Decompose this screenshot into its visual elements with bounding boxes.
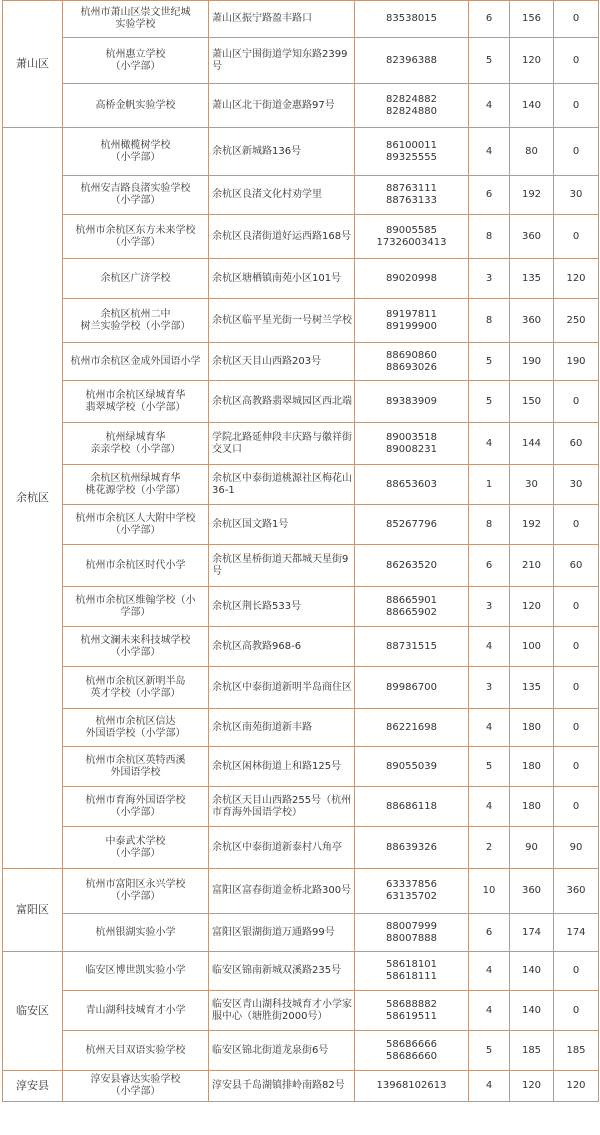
- student-count: 192: [510, 176, 554, 215]
- student-count: 90: [510, 827, 554, 869]
- table-row: [3, 991, 599, 1031]
- school-address: 余杭区高教路翡翠城园区西北端: [209, 381, 355, 423]
- class-count: 4: [469, 952, 510, 991]
- school-address: 余杭区临平星光街一号树兰学校: [209, 299, 355, 343]
- extra-count: 174: [554, 914, 599, 952]
- school-address: 余杭区南苑街道新丰路: [209, 709, 355, 747]
- class-count: 5: [469, 747, 510, 787]
- student-count: 180: [510, 747, 554, 787]
- table-row: [3, 259, 599, 299]
- student-count: 135: [510, 259, 554, 299]
- student-count: 30: [510, 465, 554, 505]
- school-name: 高桥金帆实验学校: [63, 84, 209, 128]
- school-name: 杭州市余杭区维翰学校（小 学部）: [63, 587, 209, 627]
- extra-count: 0: [554, 381, 599, 423]
- school-address: 余杭区中泰街道新泰村八角亭: [209, 827, 355, 869]
- school-address: 余杭区中泰街道新明半岛商住区: [209, 667, 355, 709]
- phone-number: 86263520: [355, 545, 469, 587]
- table-row: [3, 176, 599, 215]
- phone-number: 58618101 58618111: [355, 952, 469, 991]
- school-address: 临安区锦南新城双溪路235号: [209, 952, 355, 991]
- table-row: [3, 84, 599, 128]
- phone-number: 89197811 89199900: [355, 299, 469, 343]
- student-count: 80: [510, 128, 554, 176]
- school-name: 杭州市余杭区时代小学: [63, 545, 209, 587]
- extra-count: 0: [554, 787, 599, 827]
- extra-count: 120: [554, 259, 599, 299]
- school-address: 萧山区振宁路盈丰路口: [209, 1, 355, 38]
- table-row: [3, 914, 599, 952]
- phone-number: 88665901 88665902: [355, 587, 469, 627]
- phone-number: 86221698: [355, 709, 469, 747]
- table-row: [3, 215, 599, 259]
- phone-number: 89020998: [355, 259, 469, 299]
- class-count: 3: [469, 587, 510, 627]
- table-row: [3, 128, 599, 176]
- school-name: 余杭区广济学校: [63, 259, 209, 299]
- class-count: 4: [469, 423, 510, 465]
- student-count: 120: [510, 38, 554, 84]
- phone-number: 89003518 89008231: [355, 423, 469, 465]
- phone-number: 86100011 89325555: [355, 128, 469, 176]
- table-row: [3, 343, 599, 381]
- class-count: 4: [469, 128, 510, 176]
- table-row: [3, 381, 599, 423]
- extra-count: 0: [554, 667, 599, 709]
- extra-count: 0: [554, 215, 599, 259]
- school-address: 余杭区良渚文化村劝学里: [209, 176, 355, 215]
- extra-count: 0: [554, 587, 599, 627]
- class-count: 4: [469, 627, 510, 667]
- class-count: 8: [469, 505, 510, 545]
- school-address: 萧山区北干街道金惠路97号: [209, 84, 355, 128]
- table-row: [3, 1, 599, 38]
- school-address: 萧山区宁围街道学知东路2399号: [209, 38, 355, 84]
- school-name: 余杭区杭州二中 树兰实验学校（小学部）: [63, 299, 209, 343]
- class-count: 6: [469, 176, 510, 215]
- school-address: 富阳区富春街道金桥北路300号: [209, 869, 355, 914]
- school-address: 临安区青山湖科技城育才小学家服中心（塘胜街2000号）: [209, 991, 355, 1031]
- table-row: [3, 709, 599, 747]
- phone-number: 82824882 82824880: [355, 84, 469, 128]
- table-row: [3, 1031, 599, 1071]
- class-count: 5: [469, 38, 510, 84]
- phone-number: 83538015: [355, 1, 469, 38]
- school-name: 杭州天目双语实验学校: [63, 1031, 209, 1071]
- student-count: 135: [510, 667, 554, 709]
- school-address: 余杭区新城路136号: [209, 128, 355, 176]
- class-count: 8: [469, 215, 510, 259]
- extra-count: 0: [554, 991, 599, 1031]
- school-name: 淳安县睿达实验学校 （小学部）: [63, 1071, 209, 1102]
- class-count: 6: [469, 914, 510, 952]
- school-address: 余杭区天目山西路203号: [209, 343, 355, 381]
- phone-number: 88653603: [355, 465, 469, 505]
- district-name: 富阳区: [3, 869, 63, 952]
- extra-count: 0: [554, 84, 599, 128]
- student-count: 360: [510, 869, 554, 914]
- phone-number: 88686118: [355, 787, 469, 827]
- table-row: [3, 423, 599, 465]
- phone-number: 85267796: [355, 505, 469, 545]
- school-address: 余杭区星桥街道天都城天星街9号: [209, 545, 355, 587]
- class-count: 3: [469, 667, 510, 709]
- class-count: 3: [469, 259, 510, 299]
- extra-count: 30: [554, 176, 599, 215]
- extra-count: 0: [554, 627, 599, 667]
- district-name: 临安区: [3, 952, 63, 1071]
- phone-number: 88731515: [355, 627, 469, 667]
- school-name: 杭州市富阳区永兴学校 （小学部）: [63, 869, 209, 914]
- table-row: [3, 299, 599, 343]
- extra-count: 250: [554, 299, 599, 343]
- school-address: 淳安县千岛湖镇排岭南路82号: [209, 1071, 355, 1102]
- table-row: [3, 787, 599, 827]
- table-row: [3, 747, 599, 787]
- extra-count: 60: [554, 423, 599, 465]
- class-count: 4: [469, 84, 510, 128]
- student-count: 360: [510, 299, 554, 343]
- school-name: 杭州市余杭区金成外国语小学: [63, 343, 209, 381]
- extra-count: 0: [554, 1, 599, 38]
- class-count: 10: [469, 869, 510, 914]
- student-count: 185: [510, 1031, 554, 1071]
- district-name: 萧山区: [3, 1, 63, 128]
- school-name: 杭州银湖实验小学: [63, 914, 209, 952]
- student-count: 144: [510, 423, 554, 465]
- school-address: 余杭区塘栖镇南苑小区101号: [209, 259, 355, 299]
- extra-count: 190: [554, 343, 599, 381]
- extra-count: 0: [554, 747, 599, 787]
- class-count: 8: [469, 299, 510, 343]
- student-count: 174: [510, 914, 554, 952]
- table-row: [3, 952, 599, 991]
- extra-count: 120: [554, 1071, 599, 1102]
- school-name: 杭州市育海外国语学校 （小学部）: [63, 787, 209, 827]
- extra-count: 185: [554, 1031, 599, 1071]
- phone-number: 89986700: [355, 667, 469, 709]
- class-count: 5: [469, 343, 510, 381]
- extra-count: 0: [554, 38, 599, 84]
- school-address: 余杭区荆长路533号: [209, 587, 355, 627]
- student-count: 210: [510, 545, 554, 587]
- school-name: 杭州文澜未来科技城学校 （小学部）: [63, 627, 209, 667]
- class-count: 5: [469, 381, 510, 423]
- extra-count: 360: [554, 869, 599, 914]
- school-address: 余杭区国文路1号: [209, 505, 355, 545]
- school-name: 杭州绿城育华 亲亲学校（小学部）: [63, 423, 209, 465]
- school-name: 杭州市余杭区人大附中学校 （小学部）: [63, 505, 209, 545]
- school-address: 临安区锦北街道龙泉街6号: [209, 1031, 355, 1071]
- table-row: [3, 869, 599, 914]
- class-count: 5: [469, 1031, 510, 1071]
- class-count: 4: [469, 787, 510, 827]
- school-name: 杭州市余杭区信达 外国语学校（小学部）: [63, 709, 209, 747]
- school-name: 杭州市余杭区东方未来学校 （小学部）: [63, 215, 209, 259]
- student-count: 140: [510, 84, 554, 128]
- extra-count: 0: [554, 709, 599, 747]
- student-count: 180: [510, 787, 554, 827]
- table-row: [3, 465, 599, 505]
- school-address: 余杭区中泰街道桃源社区梅花山36-1: [209, 465, 355, 505]
- extra-count: 90: [554, 827, 599, 869]
- phone-number: 58686666 58686660: [355, 1031, 469, 1071]
- district-name: 淳安县: [3, 1071, 63, 1102]
- student-count: 100: [510, 627, 554, 667]
- extra-count: 30: [554, 465, 599, 505]
- phone-number: 89055039: [355, 747, 469, 787]
- student-count: 192: [510, 505, 554, 545]
- class-count: 1: [469, 465, 510, 505]
- school-name: 杭州橄榄树学校 （小学部）: [63, 128, 209, 176]
- extra-count: 0: [554, 952, 599, 991]
- table-row: [3, 587, 599, 627]
- school-address: 学院北路延伸段丰庆路与徽祥街交叉口: [209, 423, 355, 465]
- student-count: 156: [510, 1, 554, 38]
- extra-count: 60: [554, 545, 599, 587]
- phone-number: 88639326: [355, 827, 469, 869]
- student-count: 120: [510, 587, 554, 627]
- school-name: 杭州惠立学校 （小学部）: [63, 38, 209, 84]
- extra-count: 0: [554, 505, 599, 545]
- phone-number: 88007999 88007888: [355, 914, 469, 952]
- school-address: 余杭区天目山西路255号（杭州市育海外国语学校）: [209, 787, 355, 827]
- phone-number: 89383909: [355, 381, 469, 423]
- phone-number: 89005585 17326003413: [355, 215, 469, 259]
- table-row: [3, 627, 599, 667]
- school-admission-table: [2, 0, 599, 1102]
- student-count: 120: [510, 1071, 554, 1102]
- phone-number: 82396388: [355, 38, 469, 84]
- phone-number: 58688882 58619511: [355, 991, 469, 1031]
- table-row: [3, 667, 599, 709]
- extra-count: 0: [554, 128, 599, 176]
- school-address: 余杭区高教路968-6: [209, 627, 355, 667]
- student-count: 140: [510, 952, 554, 991]
- class-count: 4: [469, 1071, 510, 1102]
- student-count: 180: [510, 709, 554, 747]
- class-count: 6: [469, 1, 510, 38]
- school-name: 临安区博世凯实验小学: [63, 952, 209, 991]
- school-name: 杭州市萧山区崇文世纪城 实验学校: [63, 1, 209, 38]
- school-name: 中泰武术学校 （小学部）: [63, 827, 209, 869]
- district-name: 余杭区: [3, 128, 63, 869]
- class-count: 4: [469, 709, 510, 747]
- table-row: [3, 827, 599, 869]
- student-count: 360: [510, 215, 554, 259]
- phone-number: 13968102613: [355, 1071, 469, 1102]
- school-name: 杭州市余杭区新明半岛 英才学校（小学部）: [63, 667, 209, 709]
- phone-number: 88763111 88763133: [355, 176, 469, 215]
- school-address: 余杭区良渚街道好运西路168号: [209, 215, 355, 259]
- school-name: 杭州安吉路良渚实验学校 （小学部）: [63, 176, 209, 215]
- school-name: 杭州市余杭区英特西溪 外国语学校: [63, 747, 209, 787]
- school-name: 青山湖科技城育才小学: [63, 991, 209, 1031]
- phone-number: 63337856 63135702: [355, 869, 469, 914]
- school-address: 余杭区闲林街道上和路125号: [209, 747, 355, 787]
- class-count: 2: [469, 827, 510, 869]
- table-row: [3, 545, 599, 587]
- table-body: [3, 1, 599, 1102]
- student-count: 150: [510, 381, 554, 423]
- class-count: 6: [469, 545, 510, 587]
- phone-number: 88690860 88693026: [355, 343, 469, 381]
- school-name: 余杭区杭州绿城育华 桃花源学校（小学部）: [63, 465, 209, 505]
- school-name: 杭州市余杭区绿城育华 翡翠城学校（小学部）: [63, 381, 209, 423]
- class-count: 4: [469, 991, 510, 1031]
- student-count: 190: [510, 343, 554, 381]
- table-row: [3, 1071, 599, 1102]
- table-row: [3, 38, 599, 84]
- school-address: 富阳区银湖街道万通路99号: [209, 914, 355, 952]
- student-count: 140: [510, 991, 554, 1031]
- table-row: [3, 505, 599, 545]
